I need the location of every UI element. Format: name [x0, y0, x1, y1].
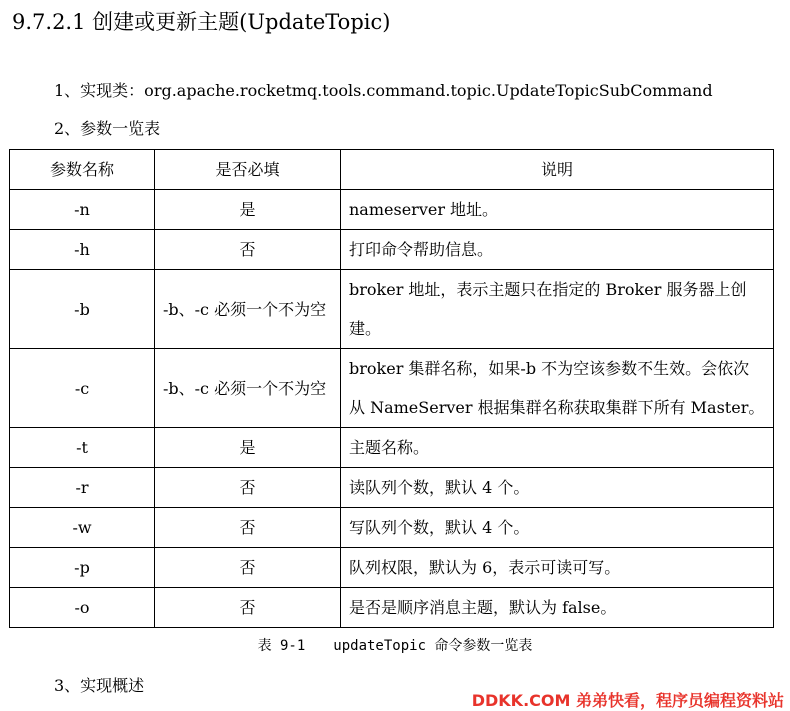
- param-name: -o: [10, 588, 155, 628]
- table-row: [10, 270, 774, 349]
- section-heading: 9.7.2.1 创建或更新主题(UpdateTopic): [12, 10, 391, 34]
- param-required: 否: [155, 548, 341, 588]
- param-required: 是: [155, 428, 341, 468]
- param-required: 否: [155, 508, 341, 548]
- table-row: [10, 190, 774, 230]
- param-desc: 是否是顺序消息主题，默认为 false。: [341, 588, 774, 628]
- param-required: -b、-c 必须一个不为空: [155, 270, 341, 349]
- table-row: [10, 230, 774, 270]
- param-name: -t: [10, 428, 155, 468]
- param-name: -n: [10, 190, 155, 230]
- param-desc: 主题名称。: [341, 428, 774, 468]
- caption-title: updateTopic 命令参数一览表: [333, 638, 533, 654]
- caption-label: 表 9-1: [257, 638, 306, 654]
- table-header-row: [10, 150, 774, 190]
- table-row: [10, 428, 774, 468]
- param-desc: broker 地址，表示主题只在指定的 Broker 服务器上创建。: [341, 270, 774, 349]
- param-desc: nameserver 地址。: [341, 190, 774, 230]
- overview-heading: 3、实现概述: [54, 676, 145, 695]
- param-required: 否: [155, 588, 341, 628]
- header-description: 说明: [341, 150, 774, 190]
- param-name: -h: [10, 230, 155, 270]
- param-name: -w: [10, 508, 155, 548]
- table-row: [10, 588, 774, 628]
- param-desc: broker 集群名称，如果-b 不为空该参数不生效。会依次从 NameServer 根据集群名称获取集群下所有 Master。: [341, 349, 774, 428]
- site-watermark: DDKK.COM 弟弟快看，程序员编程资料站: [471, 691, 784, 710]
- table-row: [10, 548, 774, 588]
- param-required: -b、-c 必须一个不为空: [155, 349, 341, 428]
- param-desc: 写队列个数，默认 4 个。: [341, 508, 774, 548]
- param-required: 否: [155, 468, 341, 508]
- table-row: [10, 468, 774, 508]
- param-desc: 打印命令帮助信息。: [341, 230, 774, 270]
- param-required: 否: [155, 230, 341, 270]
- param-desc: 队列权限，默认为 6，表示可读可写。: [341, 548, 774, 588]
- impl-class-line: 1、实现类：org.apache.rocketmq.tools.command.topic.UpdateTopicSubCommand: [54, 81, 713, 100]
- param-required: 是: [155, 190, 341, 230]
- params-heading: 2、参数一览表: [54, 119, 161, 138]
- header-required: 是否必填: [155, 150, 341, 190]
- param-name: -r: [10, 468, 155, 508]
- params-table: [9, 149, 774, 628]
- param-name: -b: [10, 270, 155, 349]
- table-row: [10, 508, 774, 548]
- param-desc: 读队列个数，默认 4 个。: [341, 468, 774, 508]
- param-name: -p: [10, 548, 155, 588]
- table-caption: [0, 636, 790, 656]
- header-param-name: 参数名称: [10, 150, 155, 190]
- table-row: [10, 349, 774, 428]
- param-name: -c: [10, 349, 155, 428]
